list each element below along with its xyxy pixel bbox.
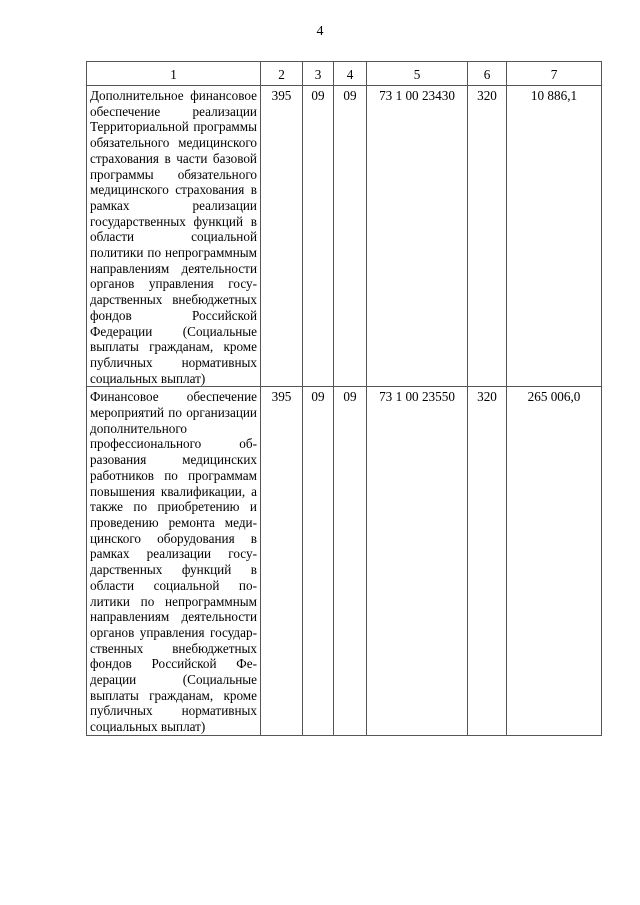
table-row [87, 86, 602, 387]
column-number-6: 6 [468, 62, 507, 86]
expense-type-cell: 320 [468, 86, 507, 387]
column-number-5: 5 [367, 62, 468, 86]
description-cell: Финансовое обеспечение мероприятий по организации дополнительного профессионального образования медицинских работников по программам повышения квалификации, а также по приобретению и проведению ремонта медицинского оборудования в рамках реализации государственных функций в области социальной политики по непрограммным направлениям деятельности органов управления государственных внебюджетных фондов Российской Федерации (Социальные выплаты гражданам, кроме публичных нормативных социальных выплат) [87, 387, 261, 735]
budget-table [86, 61, 602, 736]
target-article-cell: 73 1 00 23550 [367, 387, 468, 735]
column-number-row [87, 62, 602, 86]
section-code-cell: 09 [303, 86, 334, 387]
subsection-code-cell: 09 [334, 86, 367, 387]
table-body [87, 86, 602, 736]
ministry-code-cell: 395 [261, 387, 303, 735]
expense-type-cell: 320 [468, 387, 507, 735]
page-number: 4 [316, 24, 324, 39]
column-number-2: 2 [261, 62, 303, 86]
table-row [87, 387, 602, 735]
column-number-7: 7 [507, 62, 602, 86]
ministry-code-cell: 395 [261, 86, 303, 387]
column-number-4: 4 [334, 62, 367, 86]
amount-cell: 10 886,1 [507, 86, 602, 387]
subsection-code-cell: 09 [334, 387, 367, 735]
section-code-cell: 09 [303, 387, 334, 735]
amount-cell: 265 006,0 [507, 387, 602, 735]
column-number-1: 1 [87, 62, 261, 86]
target-article-cell: 73 1 00 23430 [367, 86, 468, 387]
description-cell: Дополнительное финансовое обеспечение реализации Территориальной программы обязательного медицинского страхования в части базовой программы обязательного медицинского страхования в рамках реализации государственных функций в области социальной политики по непрограммным направлениям деятельности органов управления государственных внебюджетных фондов Российской Федерации (Социальные выплаты гражданам, кроме публичных нормативных социальных выплат) [87, 86, 261, 387]
column-number-3: 3 [303, 62, 334, 86]
